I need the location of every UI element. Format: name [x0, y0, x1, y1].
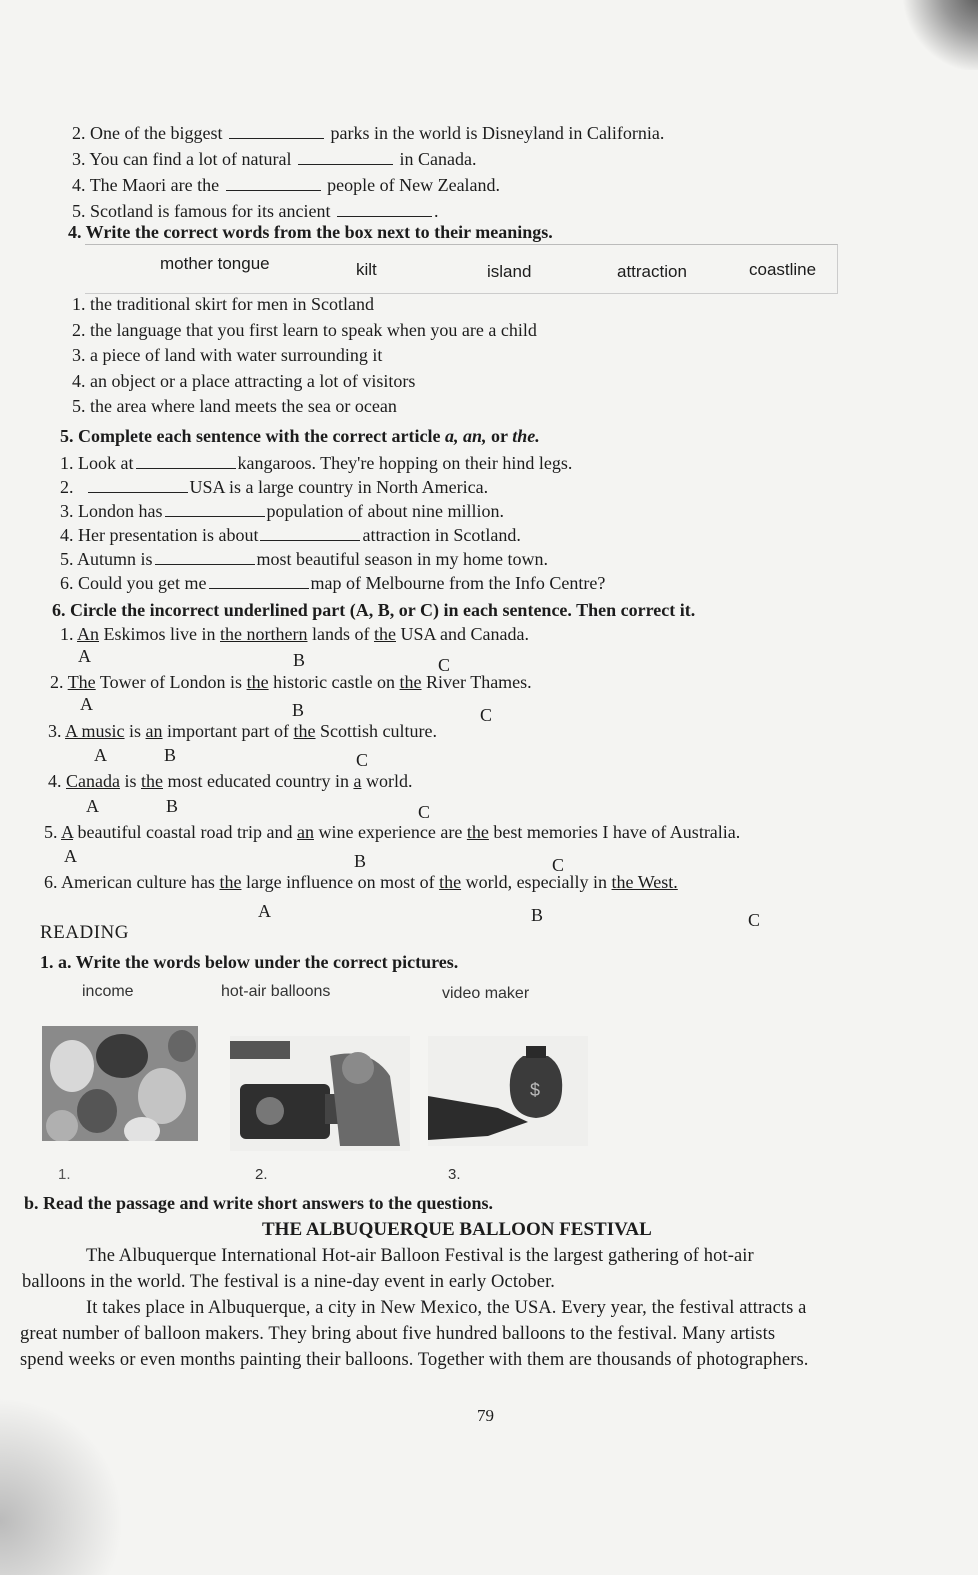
passage-p2-line3: spend weeks or even months painting their balloons. Together with them are thousands of photographers. — [20, 1350, 809, 1370]
ex3-item-2: 2. One of the biggest parks in the world is Disneyland in California. — [72, 120, 664, 144]
ex3-item-4: 4. The Maori are the people of New Zealand. — [72, 172, 500, 196]
ex6-s6-option-c[interactable]: C — [748, 910, 761, 930]
ex6-s5-option-b[interactable]: B — [354, 851, 367, 871]
answer-blank[interactable] — [165, 498, 265, 517]
box-word-coastline: coastline — [749, 260, 817, 279]
answer-blank[interactable] — [298, 146, 393, 165]
balloon-shape — [50, 1040, 94, 1092]
answer-blank[interactable] — [229, 120, 324, 139]
passage-title: THE ALBUQUERQUE BALLOON FESTIVAL — [262, 1219, 652, 1240]
ex6-sentence-3: 3. A music is an important part of the Scottish culture. — [48, 721, 437, 741]
ex6-s3-option-b[interactable]: B — [164, 745, 177, 765]
page-shadow-top-right — [898, 0, 978, 70]
ex5-item-5: 5. Autumn is most beautiful season in my home town. — [60, 546, 548, 570]
money-bag-tie — [526, 1046, 546, 1058]
ex5-item-3: 3. London has population of about nine million. — [60, 498, 504, 522]
ex6-s1-option-b[interactable]: B — [293, 650, 306, 670]
passage-p1-line2: balloons in the world. The festival is a nine-day event in early October. — [22, 1272, 556, 1292]
balloon-shape — [96, 1034, 148, 1078]
ex4-item-2: 2. the language that you first learn to speak when you are a child — [72, 320, 537, 340]
ex6-s6-option-b[interactable]: B — [531, 905, 544, 925]
passage-p2-line2: great number of balloon makers. They bring about five hundred balloons to the festival. Many artists — [20, 1324, 776, 1344]
ex6-sentence-1: 1. An Eskimos live in the northern lands of the USA and Canada. — [60, 624, 529, 644]
answer-blank[interactable] — [88, 474, 188, 493]
reading-q1a: 1. a. Write the words below under the correct pictures. — [40, 952, 459, 972]
dollar-sign: $ — [530, 1080, 541, 1100]
answer-blank[interactable] — [226, 172, 321, 191]
box-word-island: island — [487, 262, 532, 281]
ex3-item-3: 3. You can find a lot of natural in Canada. — [72, 146, 476, 170]
answer-blank[interactable] — [337, 198, 432, 217]
box-word-attraction: attraction — [617, 262, 687, 281]
picture-number-1: 1. — [58, 1166, 71, 1183]
answer-blank[interactable] — [260, 522, 360, 541]
ex5-item-6: 6. Could you get me map of Melbourne from the Info Centre? — [60, 570, 605, 594]
page-number: 79 — [477, 1406, 494, 1425]
ex5-item-4: 4. Her presentation is about attraction in Scotland. — [60, 522, 521, 546]
balloon-shape — [138, 1068, 186, 1124]
picture-income — [428, 1036, 588, 1151]
word-income: income — [82, 983, 134, 1000]
balloon-shape — [168, 1030, 196, 1062]
ex5-title: 5. Complete each sentence with the correct article a, an, or the. — [60, 426, 540, 446]
ex6-sentence-6: 6. American culture has the large influence on most of the world, especially in the West. — [44, 872, 678, 892]
picture-number-2: 2. — [255, 1166, 268, 1183]
ex6-sentence-2: 2. The Tower of London is the historic castle on the River Thames. — [50, 672, 532, 692]
person-head — [342, 1052, 374, 1084]
ex3-item-5: 5. Scotland is famous for its ancient . — [72, 198, 438, 222]
ex6-sentence-4: 4. Canada is the most educated country in a world. — [48, 771, 413, 791]
ex6-s4-option-c[interactable]: C — [418, 802, 431, 822]
picture-balloons — [42, 1026, 198, 1141]
picture-video-maker — [230, 1036, 410, 1151]
camera-handle — [230, 1041, 290, 1059]
ex6-s2-option-c[interactable]: C — [480, 705, 493, 725]
ex6-s2-option-a[interactable]: A — [80, 694, 93, 714]
ex6-s4-option-a[interactable]: A — [86, 796, 99, 816]
ex4-title: 4. Write the correct words from the box next to their meanings. — [68, 222, 553, 242]
answer-blank[interactable] — [209, 570, 309, 589]
page-shadow-bottom-left — [0, 1395, 140, 1575]
ex6-s3-option-c[interactable]: C — [356, 750, 369, 770]
reading-q1b: b. Read the passage and write short answers to the questions. — [24, 1193, 494, 1213]
passage-p1-line1: The Albuquerque International Hot-air Balloon Festival is the largest gathering of hot-air — [86, 1246, 754, 1266]
box-word-mother-tongue: mother tongue — [160, 254, 270, 273]
balloon-shape — [77, 1089, 117, 1133]
reading-heading: READING — [40, 922, 129, 943]
passage-p2-line1: It takes place in Albuquerque, a city in New Mexico, the USA. Every year, the festival attracts a — [86, 1298, 807, 1318]
ex6-s1-option-a[interactable]: A — [78, 646, 91, 666]
balloon-shape — [46, 1110, 78, 1141]
ex6-title: 6. Circle the incorrect underlined part (A, B, or C) in each sentence. Then correct it. — [52, 600, 696, 620]
camera-reel — [256, 1097, 284, 1125]
word-video-maker: video maker — [442, 985, 530, 1002]
box-word-kilt: kilt — [356, 260, 377, 279]
word-hot-air-balloons: hot-air balloons — [221, 983, 331, 1000]
ex6-s6-option-a[interactable]: A — [258, 901, 271, 921]
ex5-item-1: 1. Look at kangaroos. They're hopping on their hind legs. — [60, 450, 572, 474]
camera-body — [240, 1084, 330, 1139]
ex6-sentence-5: 5. A beautiful coastal road trip and an wine experience are the best memories I have of Australia. — [44, 822, 741, 842]
ex4-item-5: 5. the area where land meets the sea or ocean — [72, 396, 397, 416]
ex5-item-2: 2. USA is a large country in North America. — [60, 474, 488, 498]
picture-number-3: 3. — [448, 1166, 461, 1183]
ex4-item-4: 4. an object or a place attracting a lot of visitors — [72, 371, 416, 391]
answer-blank[interactable] — [136, 450, 236, 469]
ex4-item-3: 3. a piece of land with water surrounding it — [72, 345, 383, 365]
ex6-s5-option-c[interactable]: C — [552, 855, 565, 875]
ex6-s4-option-b[interactable]: B — [166, 796, 179, 816]
ex6-s3-option-a[interactable]: A — [94, 745, 107, 765]
ex4-item-1: 1. the traditional skirt for men in Scotland — [72, 294, 374, 314]
ex6-s1-option-c[interactable]: C — [438, 655, 451, 675]
ex6-s5-option-a[interactable]: A — [64, 846, 77, 866]
answer-blank[interactable] — [155, 546, 255, 565]
ex6-s2-option-b[interactable]: B — [292, 700, 305, 720]
